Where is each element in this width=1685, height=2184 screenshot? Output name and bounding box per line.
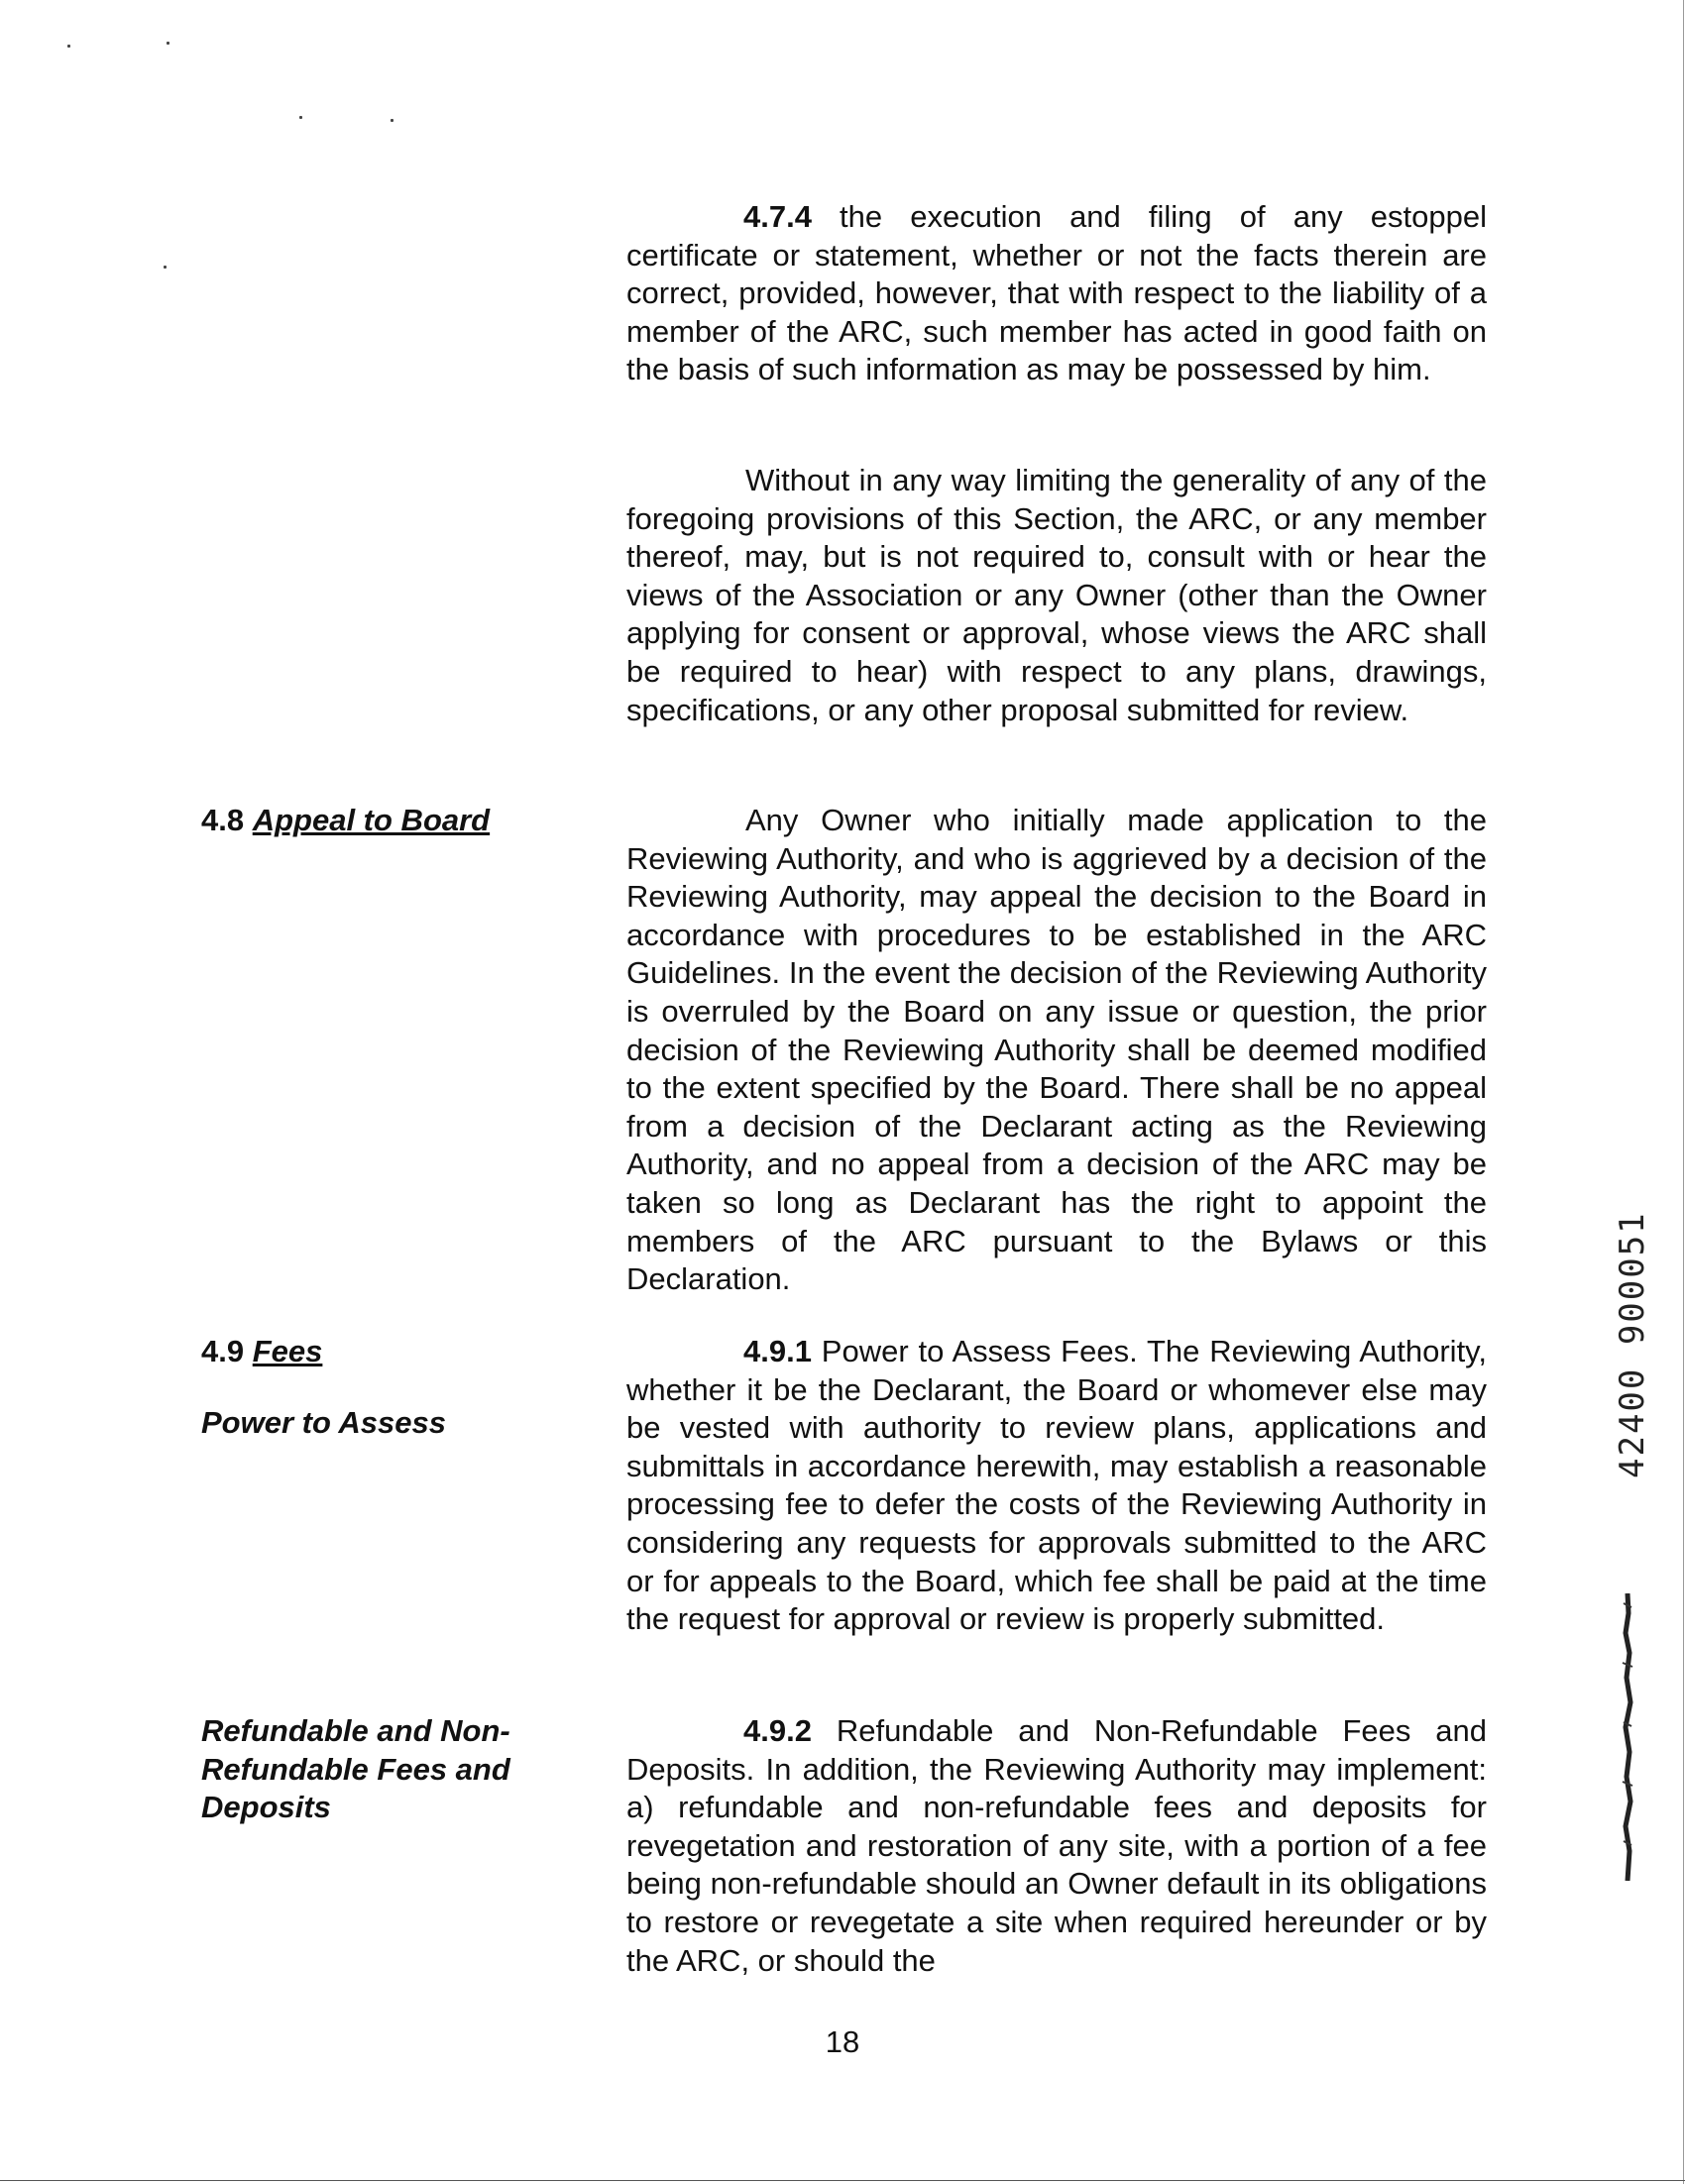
scan-speck xyxy=(67,45,70,48)
section-4-9-2 xyxy=(626,1712,1487,1980)
section-4-9-1 xyxy=(626,1333,1487,1639)
paragraph-4-8: Any Owner who initially made application to the Reviewing Authority, and who is aggrieved by a decision of the Reviewing Authority, may appeal the decision to the Board in accordance with procedures to be established in the ARC Guidelines. In the event the decision of the Reviewing Authority is overruled by the Board on any issue or question, the prior decision of the Reviewing Authority shall be deemed modified to the extent specified by the Board. There shall be no appeal from a decision of the Declarant acting as the Reviewing Authority, and no appeal from a decision of the ARC may be taken so long as Declarant has the right to appoint the members of the ARC pursuant to the Bylaws or this Declaration. xyxy=(626,803,1487,1297)
side-heading-4-9 xyxy=(201,1333,578,1442)
binding-mark-graphic xyxy=(1618,1593,1637,1881)
scan-speck xyxy=(391,119,393,122)
recording-stamp xyxy=(1608,1201,1657,1488)
bottom-page-edge xyxy=(0,2180,1685,2181)
side-heading-4-8 xyxy=(201,802,578,840)
paragraph-4-7-4 xyxy=(626,198,1487,389)
right-page-edge xyxy=(1683,0,1684,2184)
side-heading-fees xyxy=(201,1333,578,1371)
side-subheading-refundable: Refundable and Non-Refundable Fees and Deposits xyxy=(201,1713,510,1825)
paragraph-4-9-1 xyxy=(626,1333,1487,1639)
side-heading-4-9-2 xyxy=(201,1712,558,1827)
paragraph-text: Power to Assess Fees. The Reviewing Authority, whether it be the Declarant, the Board or whomever else may be vested with authority to review plans, applications and submittals in accordance herewith, may establish a reasonable processing fee to defer the costs of the Reviewing Authority in considering any requests for approvals submitted to the ARC or for appeals to the Board, which fee shall be paid at the time the request for approval or review is properly submitted. xyxy=(626,1334,1487,1637)
side-subheading-power-to-assess: Power to Assess xyxy=(201,1404,446,1440)
paragraph-text: the execution and filing of any estoppel certificate or statement, whether or not the facts therein are correct, provided, however, that with respect to the liability of a member of the ARC, such member has acted in good faith on the basis of such information as may be possessed by him. xyxy=(626,199,1487,387)
paragraph-text: Refundable and Non-Refundable Fees and Deposits. In addition, the Reviewing Authority may implement: a) refundable and non-refundable fees and deposits for revegetation and restoration of any site, with a portion of a fee being non-refundable should an Owner default in its obligations to restore or revegetate a site when required hereunder or by the ARC, or should the xyxy=(626,1713,1487,1978)
section-number: 4.8 xyxy=(201,803,253,837)
scan-speck xyxy=(167,42,169,45)
scan-speck xyxy=(164,266,167,269)
section-without-paragraph xyxy=(626,462,1487,729)
section-number: 4.9.2 xyxy=(743,1713,812,1748)
page-number: 18 xyxy=(825,2024,860,2059)
section-number: 4.7.4 xyxy=(743,199,812,234)
section-4-8 xyxy=(626,802,1487,1299)
scan-speck xyxy=(299,116,302,119)
section-heading: Fees xyxy=(252,1334,323,1368)
section-number: 4.9.1 xyxy=(743,1334,812,1368)
section-heading: Appeal to Board xyxy=(252,803,491,837)
paragraph-without: Without in any way limiting the generality of any of the foregoing provisions of this Section, the ARC, or any member thereof, may, but is not required to, consult with or hear the views of the Association or any Owner (other than the Owner applying for consent or approval, whose views the ARC shall be required to hear) with respect to any plans, drawings, specifications, or any other proposal submitted for review. xyxy=(626,463,1487,727)
paragraph-4-9-2 xyxy=(626,1712,1487,1980)
recording-stamp-text: 42400 900051 xyxy=(1613,1211,1652,1478)
section-number: 4.9 xyxy=(201,1334,253,1368)
section-4-7-4 xyxy=(626,198,1487,389)
